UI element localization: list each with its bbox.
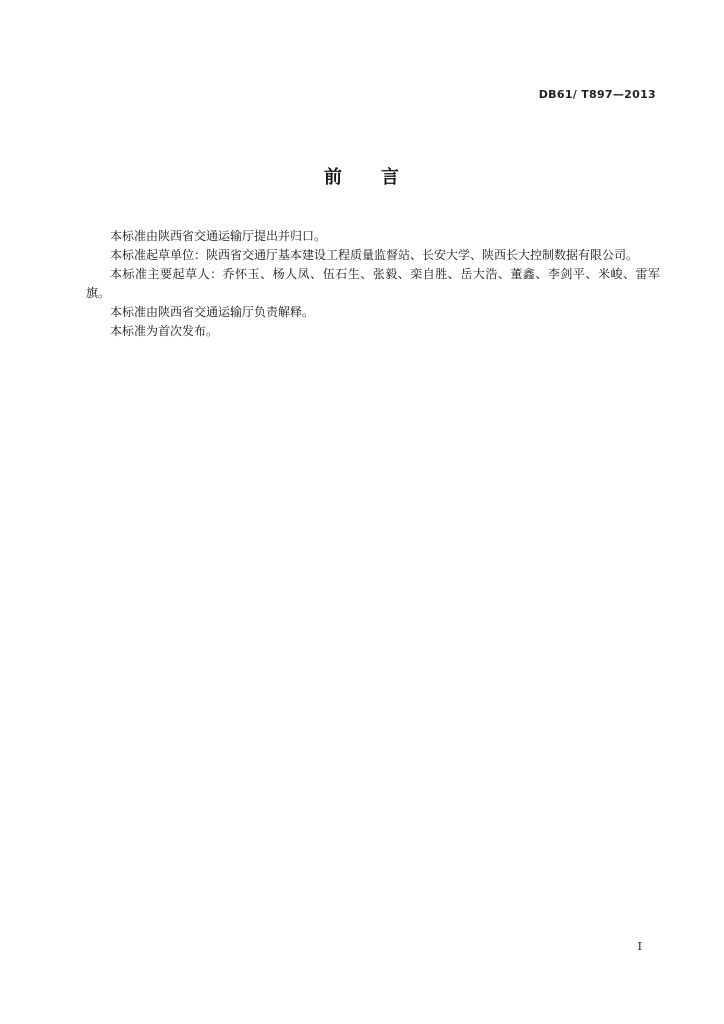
foreword-body <box>86 227 660 341</box>
page-number: I <box>637 940 642 953</box>
paragraph-interpretation: 本标准由陕西省交通运输厅负责解释。 <box>110 305 315 319</box>
paragraph-drafters: 本标准主要起草人：乔怀玉、杨人凤、伍石生、张毅、栾自胜、岳大浩、董鑫、李剑平、米峻、雷军旗。 <box>86 267 660 300</box>
paragraph-drafting-units: 本标准起草单位：陕西省交通厅基本建设工程质量监督站、长安大学、陕西长大控制数据有限公司。 <box>110 248 639 262</box>
paragraph-proposer: 本标准由陕西省交通运输厅提出并归口。 <box>110 229 327 243</box>
page-title: 前 言 <box>324 167 400 188</box>
paragraph-first-release: 本标准为首次发布。 <box>110 324 219 338</box>
standard-code: DB61/ T897—2013 <box>538 88 656 101</box>
